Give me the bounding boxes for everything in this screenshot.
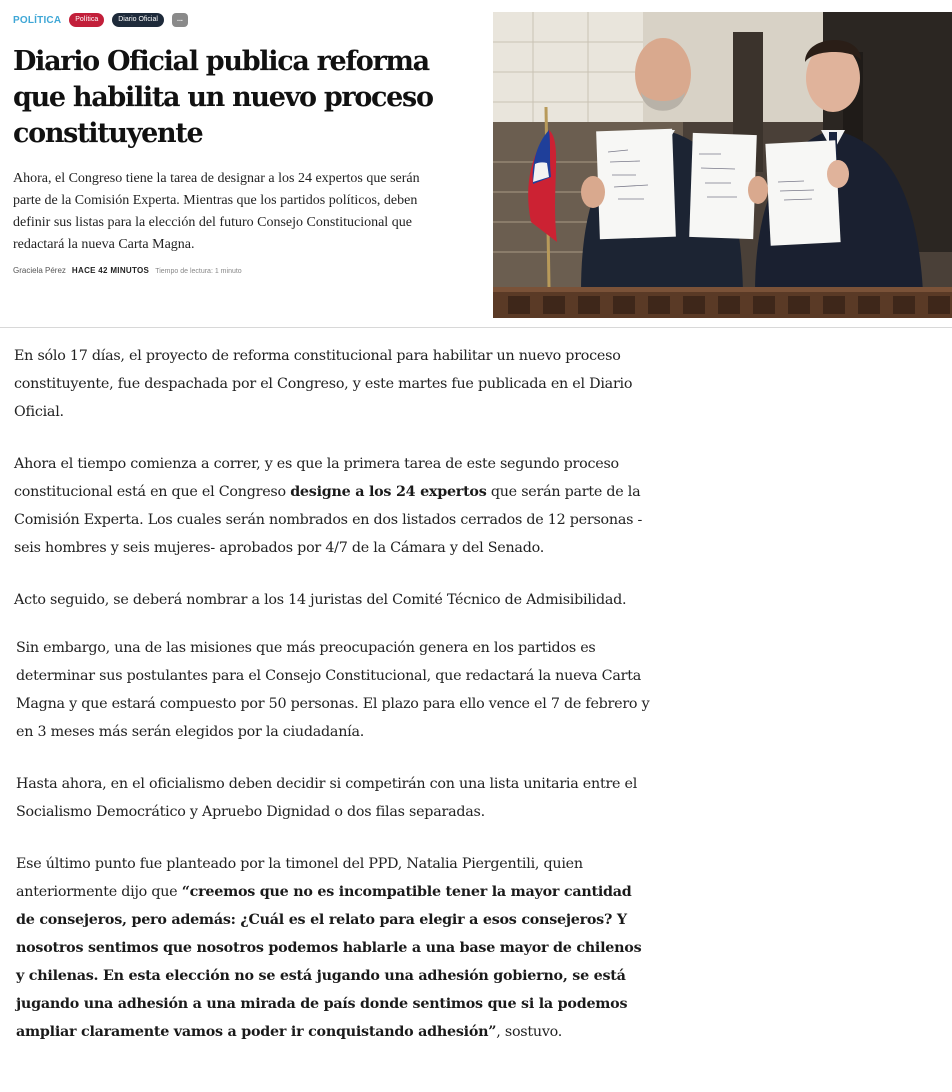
more-tags-button[interactable]: ... [172,13,188,27]
author-name[interactable]: Graciela Pérez [13,266,66,275]
publish-time: HACE 42 MINUTOS [71,266,150,275]
byline [13,266,242,275]
paragraph-6-text-c: , sostuvo. [496,1024,563,1040]
article-title: Diario Oficial publica reforma que habilita un nuevo proceso constituyente [13,46,433,149]
paragraph-6-quote: “creemos que no es incompatible tener la mayor cantidad de consejeros, pero además: ¿Cuál es el relato para elegir a esos consejeros? Y nosotros sentimos que nosotros podemos hablarle a una base mayor de chilenos y chilenas. En esta elección no se está jugando una adhesión gobierno, se está jugando una adhesión a una mirada de país donde sentimos que si la podemos ampliar claramente vamos a poder ir conquistando adhesión” [16,884,642,1040]
article-photo[interactable] [493,12,952,318]
article-lede: Ahora, el Congreso tiene la tarea de designar a los 24 expertos que serán parte de la Comisión Experta. Mientras que los partidos políticos, deben definir sus listas para la elección del futuro Consejo Constitucional que redactará la nueva Carta Magna. [13,171,420,252]
paragraph-6-text-a: Ese último punto fue planteado por la timonel del PPD, Natalia Piergentili, quien anteriormente dijo que [16,856,583,900]
paragraph-2-text-a: Ahora el tiempo comienza a correr, y es que la primera tarea de este segundo proceso constitucional está en que el Congreso [14,456,619,500]
section-label[interactable]: POLÍTICA [13,14,62,26]
paragraph-1 [14,342,654,426]
paragraph-4 [16,634,654,746]
header-divider [0,327,952,328]
paragraph-2-text-c: que serán parte de la Comisión Experta. Los cuales serán nombrados en dos listados cerrados de 12 personas -seis hombres y seis mujeres- aprobados por 4/7 de la Cámara y del Senado. [14,484,643,556]
paragraph-5 [16,770,654,826]
paragraph-5-text: Hasta ahora, en el oficialismo deben decidir si competirán con una lista unitaria entre el Socialismo Democrático y Apruebo Dignidad o dos filas separadas. [16,776,638,820]
read-time: Tiempo de lectura: 1 minuto [155,268,242,275]
news-photo-icon [493,12,952,318]
paragraph-2 [14,450,654,562]
paragraph-1-text: En sólo 17 días, el proyecto de reforma constitucional para habilitar un nuevo proceso constituyente, fue despachada por el Congreso, y este martes fue publicada en el Diario Oficial. [14,348,633,420]
tag-diario-oficial[interactable]: Diario Oficial [112,13,164,27]
tag-politica[interactable]: Política [69,13,104,27]
tag-row [13,12,188,28]
paragraph-4-text: Sin embargo, una de las misiones que más preocupación genera en los partidos es determinar sus postulantes para el Consejo Constitucional, que redactará la nueva Carta Magna y que estará compuesto por 50 personas. El plazo para ello vence el 7 de febrero y en 3 meses más serán elegidos por la ciudadanía. [16,640,650,740]
paragraph-3-text: Acto seguido, se deberá nombrar a los 14 juristas del Comité Técnico de Admisibilidad. [14,592,627,608]
paragraph-3 [14,586,626,614]
paragraph-6 [16,850,654,1046]
article-header [0,0,952,318]
paragraph-2-bold: designe a los 24 expertos [290,484,487,500]
